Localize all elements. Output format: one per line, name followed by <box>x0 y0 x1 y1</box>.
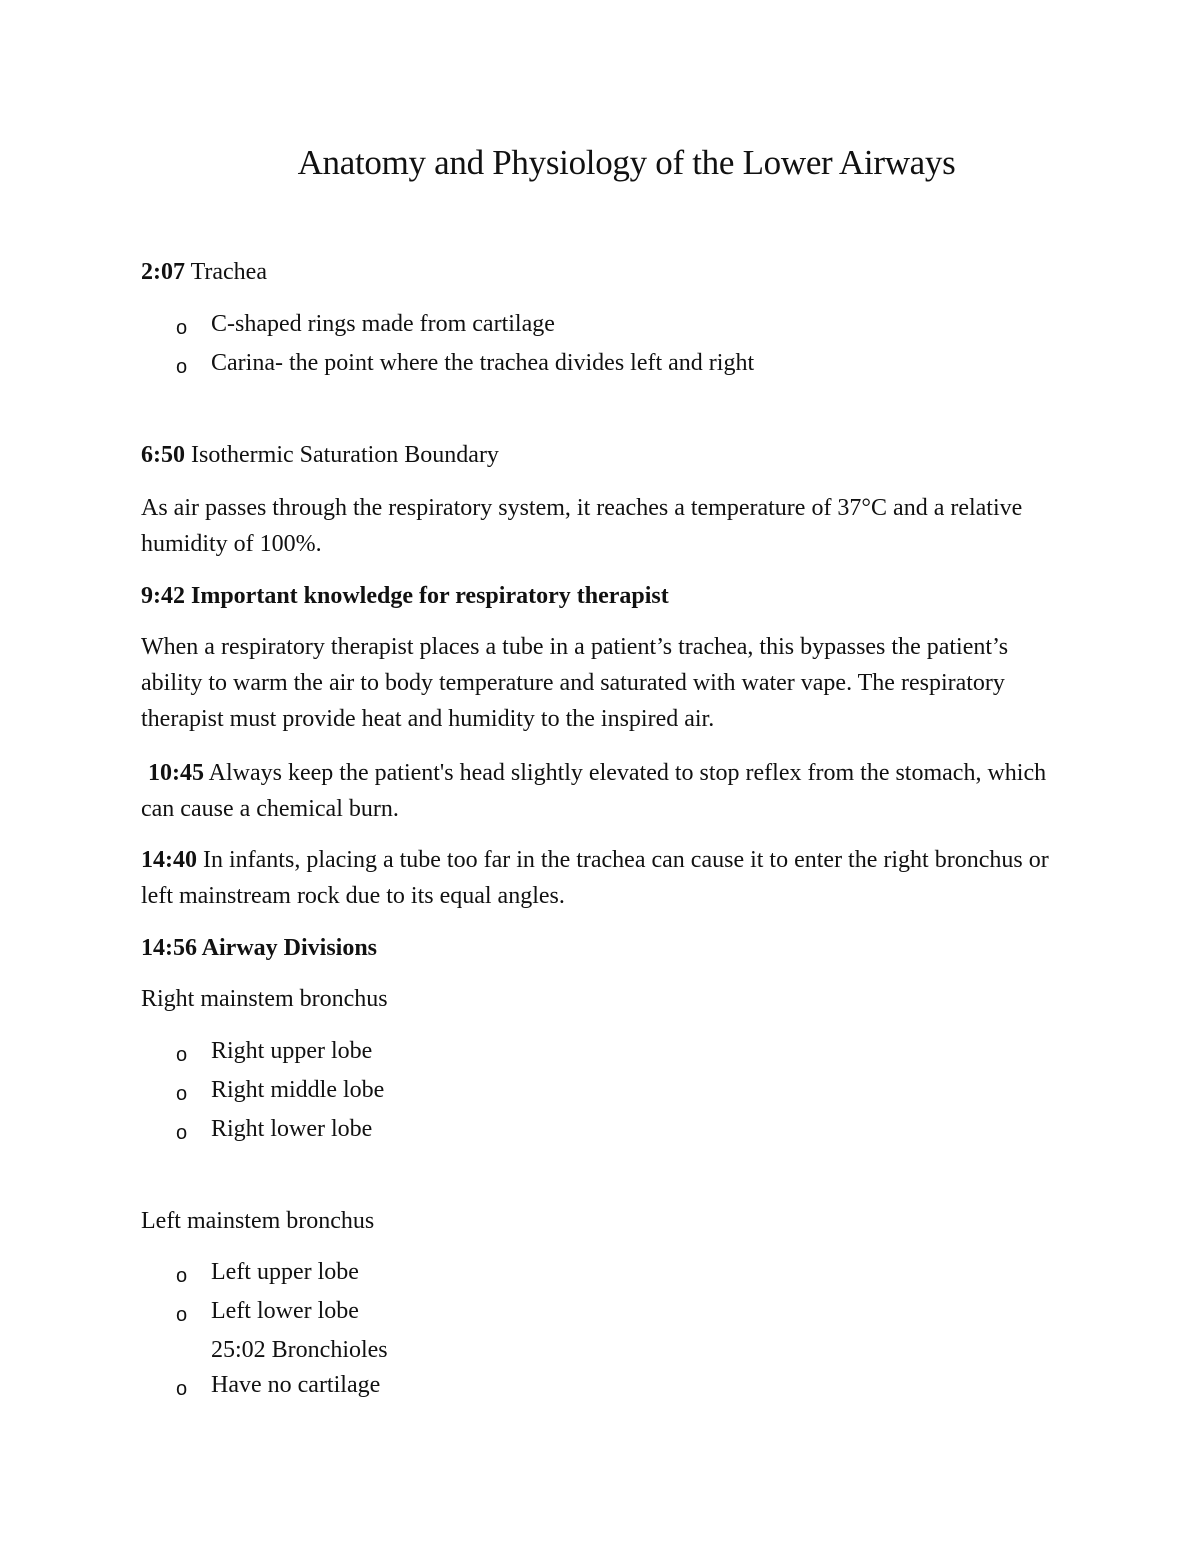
bronchioles-label: 25:02 Bronchioles <box>211 1337 388 1363</box>
timestamp: 6:50 <box>141 442 185 468</box>
list-item: Right lower lobe <box>211 1116 373 1142</box>
bullet-marker: o <box>176 1083 188 1105</box>
list-item: Right upper lobe <box>211 1038 373 1064</box>
heading-text: Isothermic Saturation Boundary <box>185 442 499 468</box>
divisions-heading: 14:56 Airway Divisions <box>141 935 378 961</box>
timestamp: 14:40 <box>141 847 197 873</box>
bullet-marker: o <box>176 1265 188 1287</box>
bullet-marker: o <box>176 356 188 378</box>
bullet-marker: o <box>176 1378 188 1400</box>
left-bronchus-label: Left mainstem bronchus <box>141 1208 375 1234</box>
paragraph-text: In infants, placing a tube too far in the trachea can cause it to enter the right bronchus or left mainstream rock due to its equal angles. <box>141 847 1049 909</box>
timestamp: 10:45 <box>148 760 204 786</box>
infants-paragraph <box>141 842 1071 914</box>
isothermic-heading <box>141 437 499 473</box>
list-item: Carina- the point where the trachea divides left and right <box>211 350 755 376</box>
isothermic-paragraph: As air passes through the respiratory system, it reaches a temperature of 37°C and a relative humidity of 100%. <box>141 495 1023 557</box>
timestamp: 2:07 <box>141 259 185 285</box>
head-elevation-paragraph <box>141 755 1071 827</box>
list-item: Left lower lobe <box>211 1298 359 1324</box>
list-item: C-shaped rings made from cartilage <box>211 311 555 337</box>
bullet-marker: o <box>176 1304 188 1326</box>
trachea-heading <box>141 254 267 290</box>
heading-text: Trachea <box>185 259 267 285</box>
bullet-marker: o <box>176 1044 188 1066</box>
right-bronchus-label: Right mainstem bronchus <box>141 986 388 1012</box>
page-title: Anatomy and Physiology of the Lower Airways <box>297 143 956 182</box>
paragraph-text: Always keep the patient's head slightly elevated to stop reflex from the stomach, which can cause a chemical burn. <box>141 760 1047 822</box>
list-item: Right middle lobe <box>211 1077 385 1103</box>
knowledge-paragraph: When a respiratory therapist places a tube in a patient’s trachea, this bypasses the patient’s ability to warm the air to body temperature and saturated with water vape. The respiratory therapist must provide heat and humidity to the inspired air. <box>141 634 1009 732</box>
bullet-marker: o <box>176 317 188 339</box>
list-item: Have no cartilage <box>211 1372 381 1398</box>
list-item: Left upper lobe <box>211 1259 359 1285</box>
bullet-marker: o <box>176 1122 188 1144</box>
knowledge-heading: 9:42 Important knowledge for respiratory therapist <box>141 583 669 609</box>
